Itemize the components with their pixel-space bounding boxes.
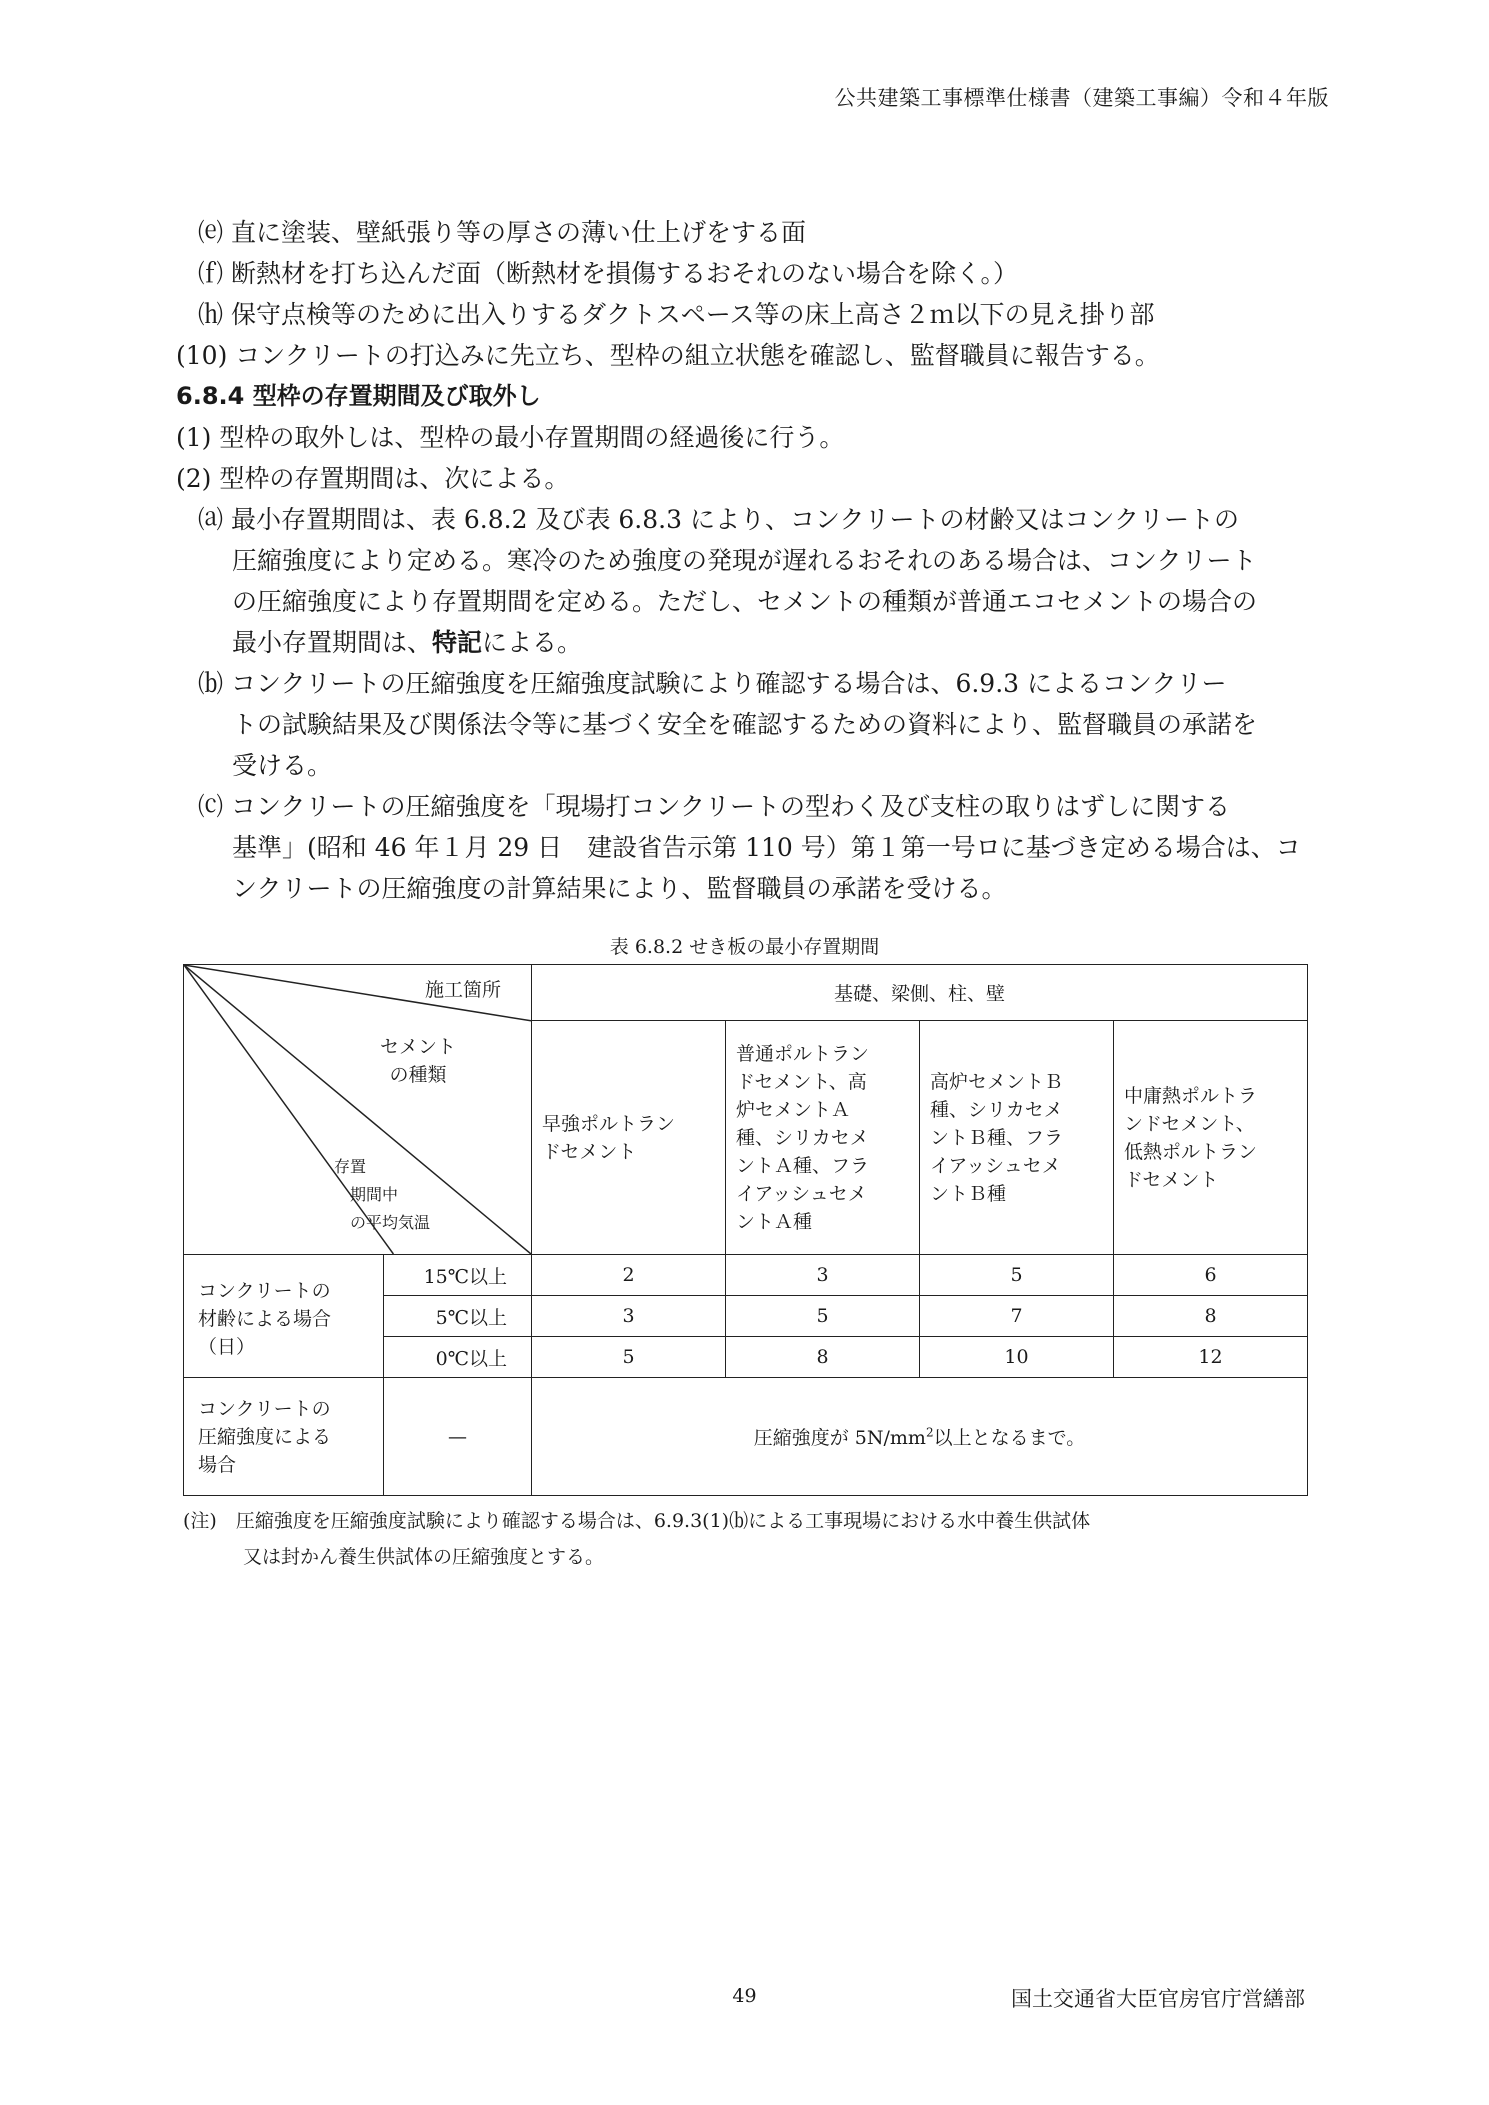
body-text [176, 212, 1316, 909]
strength-text: 圧縮強度が 5N/mm [753, 1427, 926, 1449]
table-cell: 12 [1114, 1337, 1308, 1378]
table-cell: 6 [1114, 1255, 1308, 1296]
row-group-age: コンクリートの 材齢による場合 （日） [184, 1255, 384, 1378]
special-note-term: 特記 [432, 628, 483, 657]
row-group-strength: コンクリートの 圧縮強度による 場合 [184, 1378, 384, 1496]
table-caption: 表 6.8.2 せき板の最小存置期間 [609, 936, 880, 958]
table-row [184, 1378, 1308, 1496]
sub-item-b-line: ⒝ コンクリートの圧縮強度を圧縮強度試験により確認する場合は、6.9.3 によるコンクリー [198, 669, 1227, 698]
table-cell: 10 [920, 1337, 1114, 1378]
formwork-period-table [183, 964, 1307, 1496]
note-line: (注) 圧縮強度を圧縮強度試験により確認する場合は、6.9.3(1)⒝による工事現場における水中養生供試体 [183, 1510, 1091, 1532]
table-cell: 8 [1114, 1296, 1308, 1337]
table-note [183, 1503, 1307, 1575]
table [183, 964, 1308, 1496]
sub-item-a-line [176, 622, 1316, 663]
sub-item-c-line: 基準」(昭和 46 年１月 29 日 建設省告示第 110 号）第１第一号ロに基づき定める場合は、コ [232, 833, 1301, 862]
table-cell: 5 [726, 1296, 920, 1337]
list-item: (10) コンクリートの打込みに先立ち、型枠の組立状態を確認し、監督職員に報告する。 [176, 341, 1160, 370]
list-item: ⒡ 断熱材を打ち込んだ面（断熱材を損傷するおそれのない場合を除く。） [198, 259, 1018, 288]
sub-item-c-line: ⒞ コンクリートの圧縮強度を「現場打コンクリートの型わく及び支柱の取りはずしに関する [198, 792, 1230, 821]
corner-temperature-label: 存置 期間中 の平均気温 [334, 1157, 431, 1232]
note-line: 又は封かん養生供試体の圧縮強度とする。 [243, 1546, 605, 1568]
strength-dash-cell: — [384, 1378, 532, 1496]
sub-item-a-line: ⒜ 最小存置期間は、表 6.8.2 及び表 6.8.3 により、コンクリートの材齢又はコンクリートの [198, 505, 1239, 534]
sub-item-a-text: による。 [482, 628, 583, 657]
table-cell: 5 [920, 1255, 1114, 1296]
cement-type-header: 中庸熱ポルトラ ンドセメント、 低熱ポルトラン ドセメント [1114, 1021, 1308, 1255]
cement-type-header: 高炉セメントＢ 種、シリカセメ ントＢ種、フラ イアッシュセメ ントＢ種 [920, 1021, 1114, 1255]
table-cell: 2 [532, 1255, 726, 1296]
table-cell: 3 [532, 1296, 726, 1337]
table-cell: 7 [920, 1296, 1114, 1337]
cement-type-header: 早強ポルトラン ドセメント [532, 1021, 726, 1255]
list-item: (1) 型枠の取外しは、型枠の最小存置期間の経過後に行う。 [176, 423, 845, 452]
location-header: 基礎、梁側、柱、壁 [532, 965, 1308, 1021]
sub-item-a-line: の圧縮強度により存置期間を定める。ただし、セメントの種類が普通エコセメントの場合の [232, 587, 1258, 616]
strength-unit-exponent: 2 [925, 1425, 934, 1440]
temperature-cell: 5℃以上 [384, 1296, 532, 1337]
publisher-name: 国土交通省大臣官房官庁営繕部 [1011, 1987, 1305, 2011]
sub-item-c-line: ンクリートの圧縮強度の計算結果により、監督職員の承諾を受ける。 [232, 874, 1007, 903]
corner-location-label: 施工箇所 [424, 979, 501, 1001]
list-item: (2) 型枠の存置期間は、次による。 [176, 464, 570, 493]
section-heading: 6.8.4 型枠の存置期間及び取外し [176, 382, 541, 410]
corner-cement-label: セメント の種類 [380, 1036, 457, 1086]
document-header-title: 公共建築工事標準仕様書（建築工事編）令和４年版 [834, 86, 1329, 110]
table-row [184, 1255, 1308, 1296]
sub-item-b-line: 受ける。 [232, 751, 333, 780]
cement-type-header: 普通ポルトラン ドセメント、高 炉セメントＡ 種、シリカセメ ントＡ種、フラ イアッシュセメ ントＡ種 [726, 1021, 920, 1255]
table-cell: 8 [726, 1337, 920, 1378]
strength-text: 以上となるまで。 [933, 1427, 1086, 1449]
table-cell: 5 [532, 1337, 726, 1378]
list-item: ⒣ 保守点検等のために出入りするダクトスペース等の床上高さ２ｍ以下の見え掛り部 [198, 300, 1155, 329]
list-item: ⒠ 直に塗装、壁紙張り等の厚さの薄い仕上げをする面 [198, 218, 806, 247]
temperature-cell: 15℃以上 [384, 1255, 532, 1296]
sub-item-a-text: 最小存置期間は、 [232, 628, 433, 657]
sub-item-b-line: トの試験結果及び関係法令等に基づく安全を確認するための資料により、監督職員の承諾を [232, 710, 1258, 739]
strength-requirement-cell [532, 1378, 1308, 1496]
sub-item-a-line: 圧縮強度により定める。寒冷のため強度の発現が遅れるおそれのある場合は、コンクリート [232, 546, 1257, 575]
table-corner-header [184, 965, 532, 1255]
temperature-cell: 0℃以上 [384, 1337, 532, 1378]
table-cell: 3 [726, 1255, 920, 1296]
page-number: 49 [732, 1985, 757, 2007]
